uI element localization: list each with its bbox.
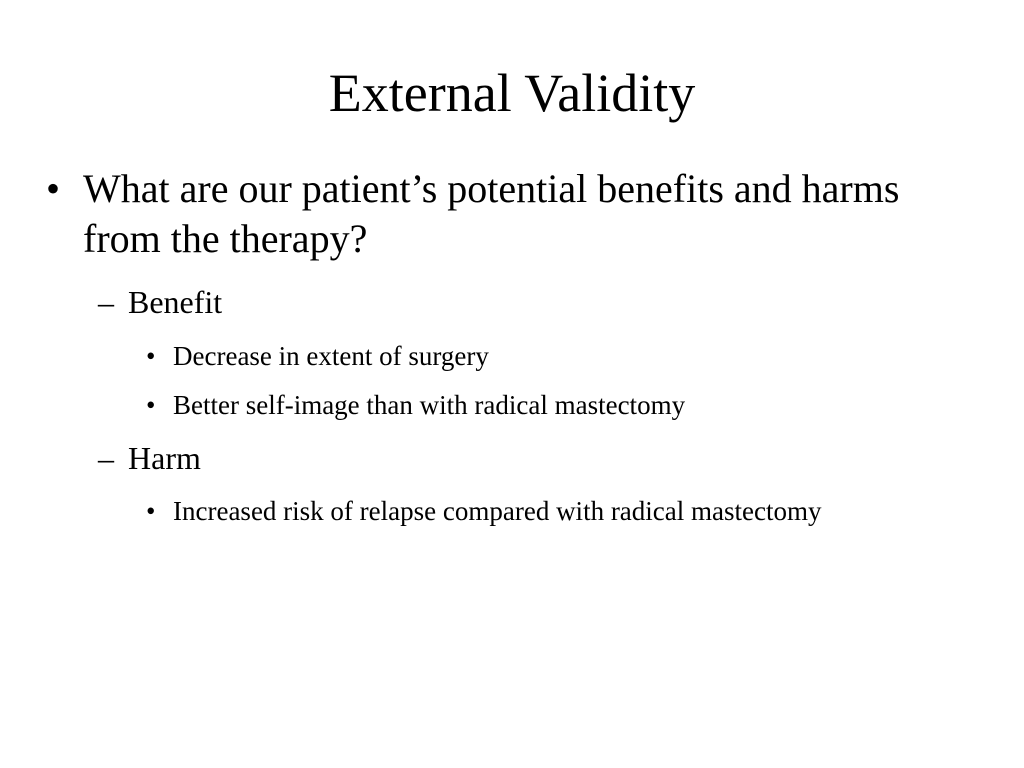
bullet-marker: •: [146, 341, 156, 371]
main-bullet-text: What are our patient’s potential benefits and harms from the therapy?: [83, 166, 900, 261]
harm-item: [146, 491, 833, 531]
benefit-item-text: Better self-image than with radical mastectomy: [173, 390, 686, 420]
sub-bullet-benefit-text: Benefit: [128, 284, 223, 320]
benefit-item-text: Decrease in extent of surgery: [173, 341, 489, 371]
dash-marker: –: [98, 284, 114, 320]
sub-bullet-benefit: [98, 282, 222, 322]
harm-item-text: Increased risk of relapse compared with radical mastectomy: [173, 496, 822, 526]
benefit-item: [146, 336, 833, 376]
main-bullet: [46, 164, 903, 264]
bullet-marker: •: [46, 166, 61, 211]
benefit-item: [146, 385, 833, 425]
slide-title: External Validity: [328, 63, 696, 123]
sub-bullet-harm-text: Harm: [128, 440, 201, 476]
bullet-marker: •: [146, 390, 156, 420]
dash-marker: –: [98, 440, 114, 476]
bullet-marker: •: [146, 496, 156, 526]
sub-bullet-harm: [98, 438, 201, 478]
